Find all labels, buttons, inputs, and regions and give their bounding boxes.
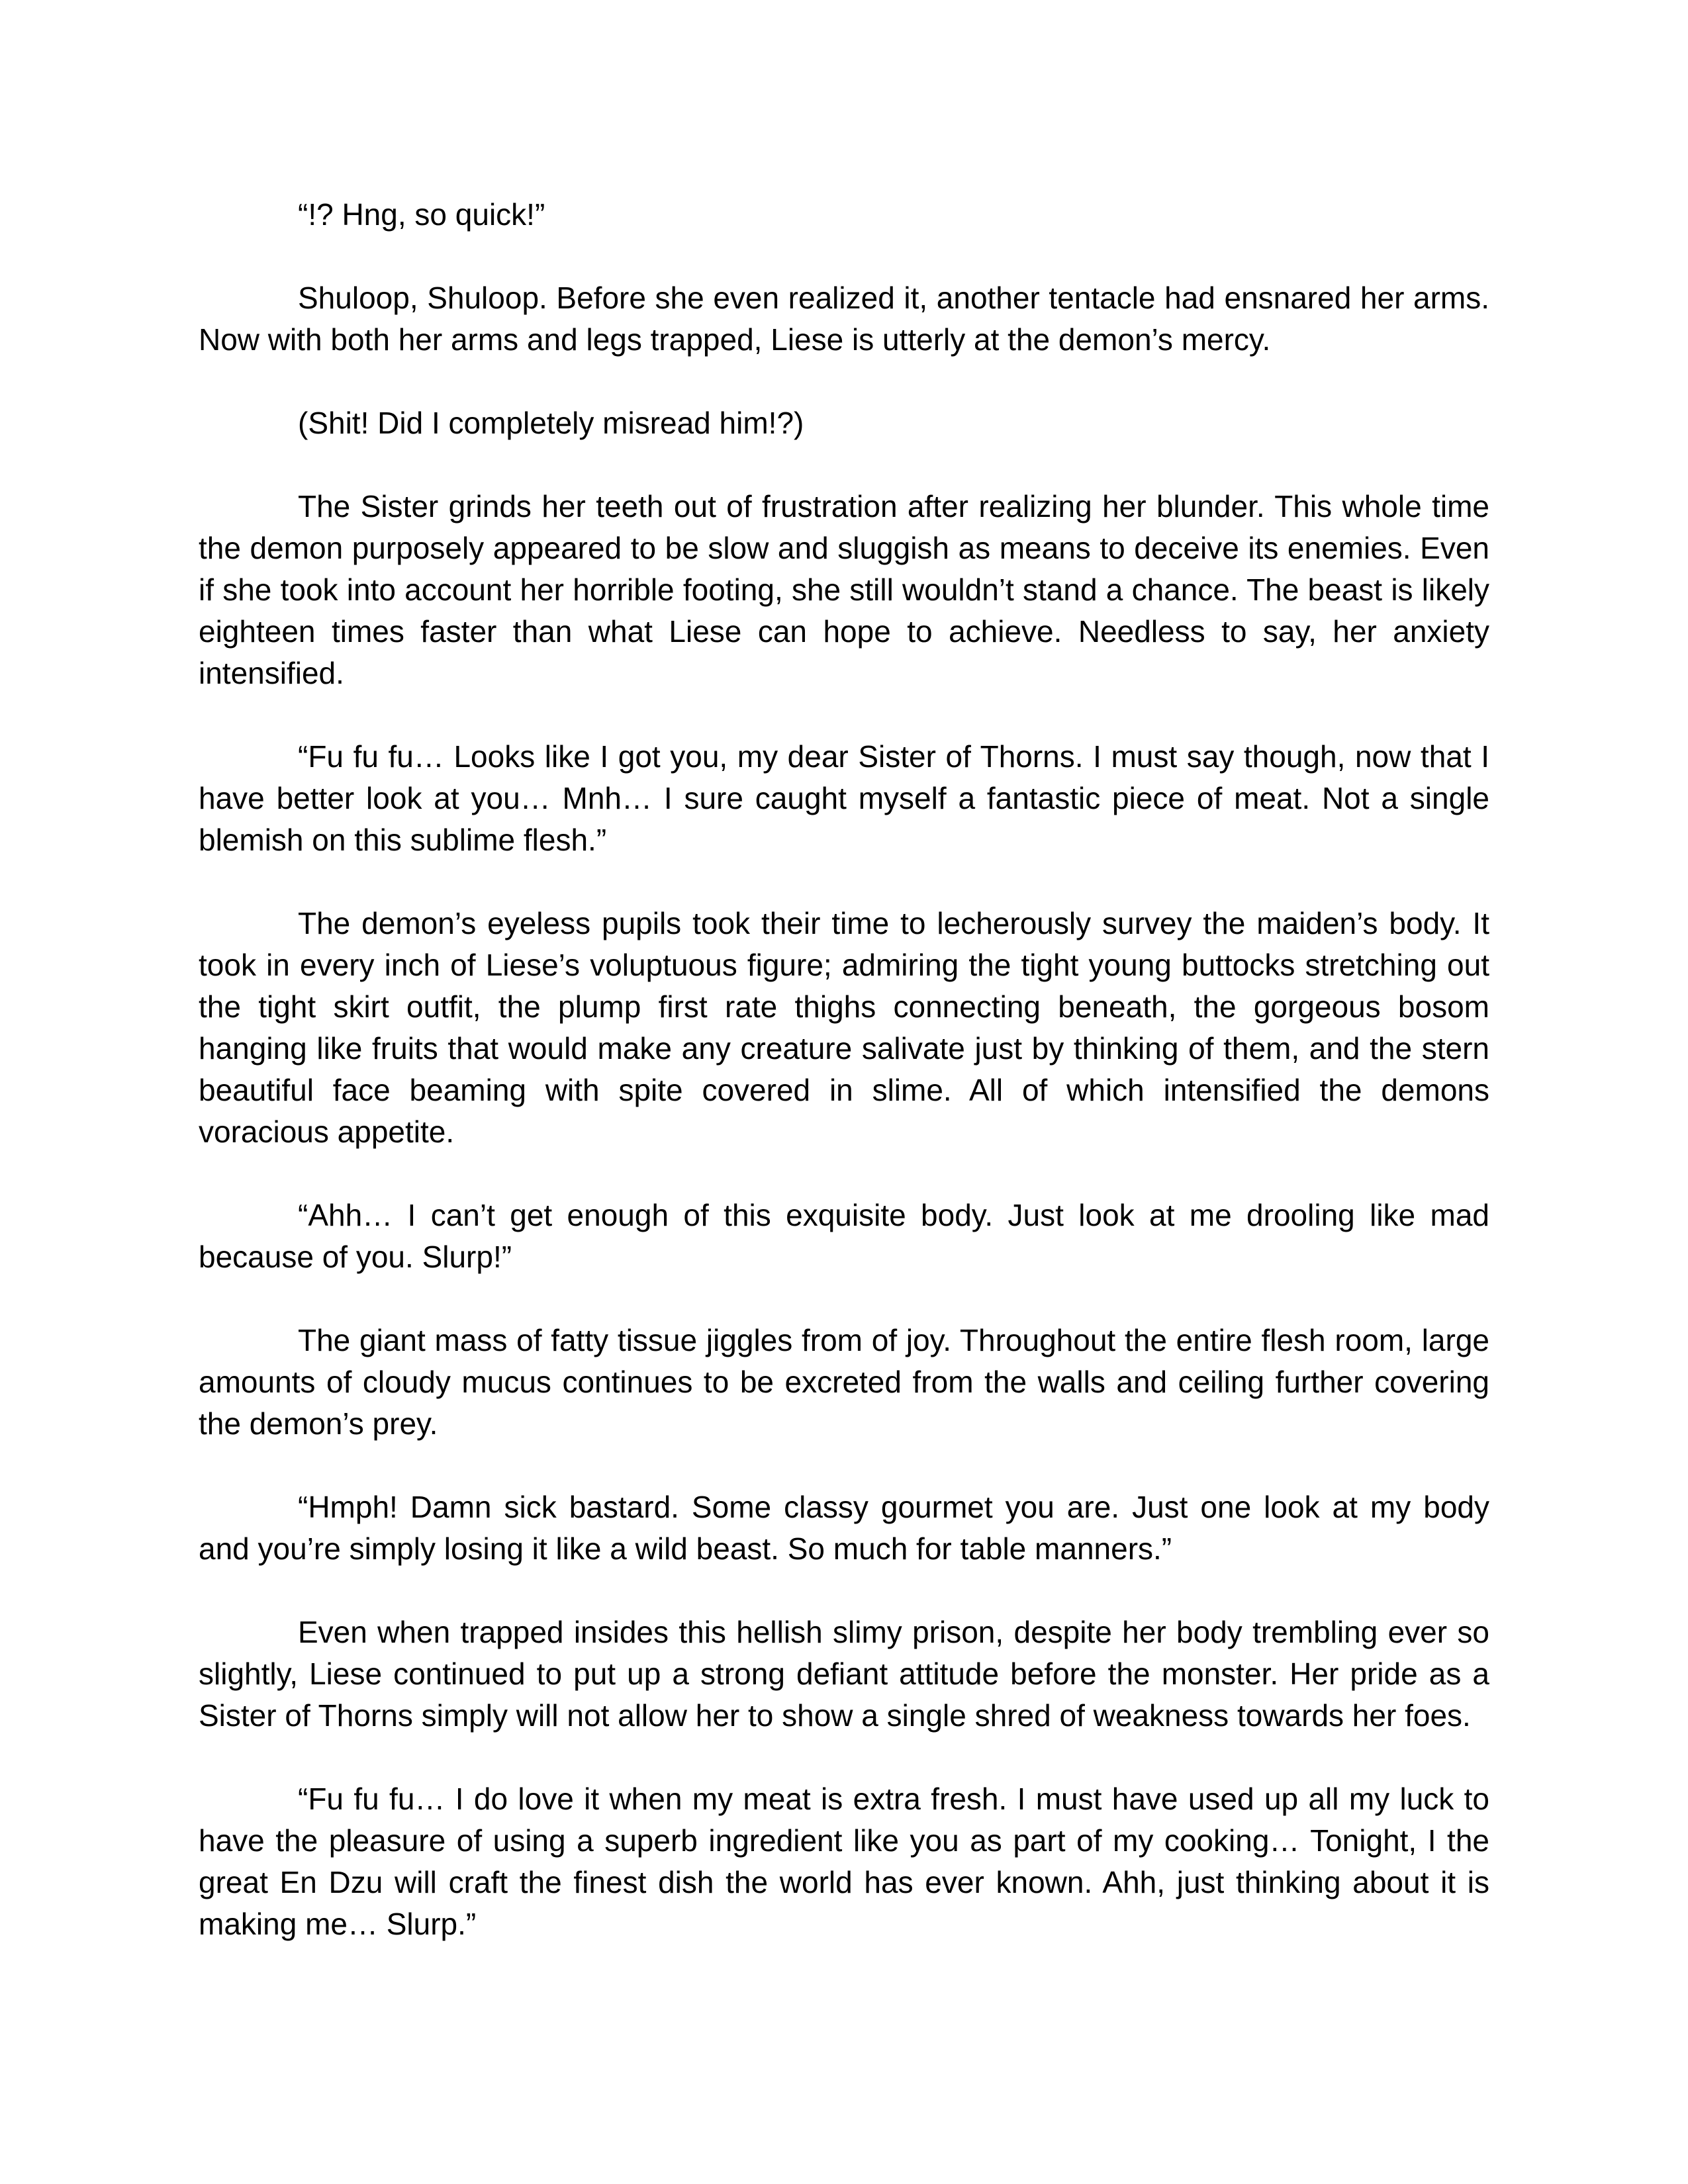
paragraph: “Fu fu fu… I do love it when my meat is extra fresh. I must have used up all my luck to have the pleasure of using a superb ingredient like you as part of my cooking… Tonight, I the great En Dzu will craft the finest dish the world has ever known. Ahh, just thinking about it is making me… Slurp.”	[199, 1782, 1489, 1941]
paragraph: “Ahh… I can’t get enough of this exquisite body. Just look at me drooling like mad because of you. Slurp!”	[199, 1198, 1489, 1274]
paragraph: “Fu fu fu… Looks like I got you, my dear Sister of Thorns. I must say though, now that I have better look at you… Mnh… I sure caught myself a fantastic piece of meat. Not a single blemish on this sublime flesh.”	[199, 739, 1489, 857]
paragraph: The Sister grinds her teeth out of frustration after realizing her blunder. This whole time the demon purposely appeared to be slow and sluggish as means to deceive its enemies. Even if she took into account her horrible footing, she still wouldn’t stand a chance. The beast is likely eighteen times faster than what Liese can hope to achieve. Needless to say, her anxiety intensified.	[199, 489, 1489, 690]
paragraph: The demon’s eyeless pupils took their time to lecherously survey the maiden’s body. It took in every inch of Liese’s voluptuous figure; admiring the tight young buttocks stretching out the tight skirt outfit, the plump first rate thighs connecting beneath, the gorgeous bosom hanging like fruits that would make any creature salivate just by thinking of them, and the stern beautiful face beaming with spite covered in slime. All of which intensified the demons voracious appetite.	[199, 906, 1489, 1149]
paragraph: (Shit! Did I completely misread him!?)	[298, 406, 804, 440]
paragraph: “Hmph! Damn sick bastard. Some classy gourmet you are. Just one look at my body and you’re simply losing it like a wild beast. So much for table manners.”	[199, 1490, 1489, 1566]
paragraph: “!? Hng, so quick!”	[298, 197, 545, 232]
paragraph: The giant mass of fatty tissue jiggles from of joy. Throughout the entire flesh room, large amounts of cloudy mucus continues to be excreted from the walls and ceiling further covering the demon’s prey.	[199, 1323, 1489, 1441]
paragraph: Even when trapped insides this hellish slimy prison, despite her body trembling ever so slightly, Liese continued to put up a strong defiant attitude before the monster. Her pride as a Sister of Thorns simply will not allow her to show a single shred of weakness towards her foes.	[199, 1615, 1489, 1733]
paragraph: Shuloop, Shuloop. Before she even realized it, another tentacle had ensnared her arms. Now with both her arms and legs trapped, Liese is utterly at the demon’s mercy.	[199, 281, 1489, 357]
document-body	[199, 194, 1489, 1945]
